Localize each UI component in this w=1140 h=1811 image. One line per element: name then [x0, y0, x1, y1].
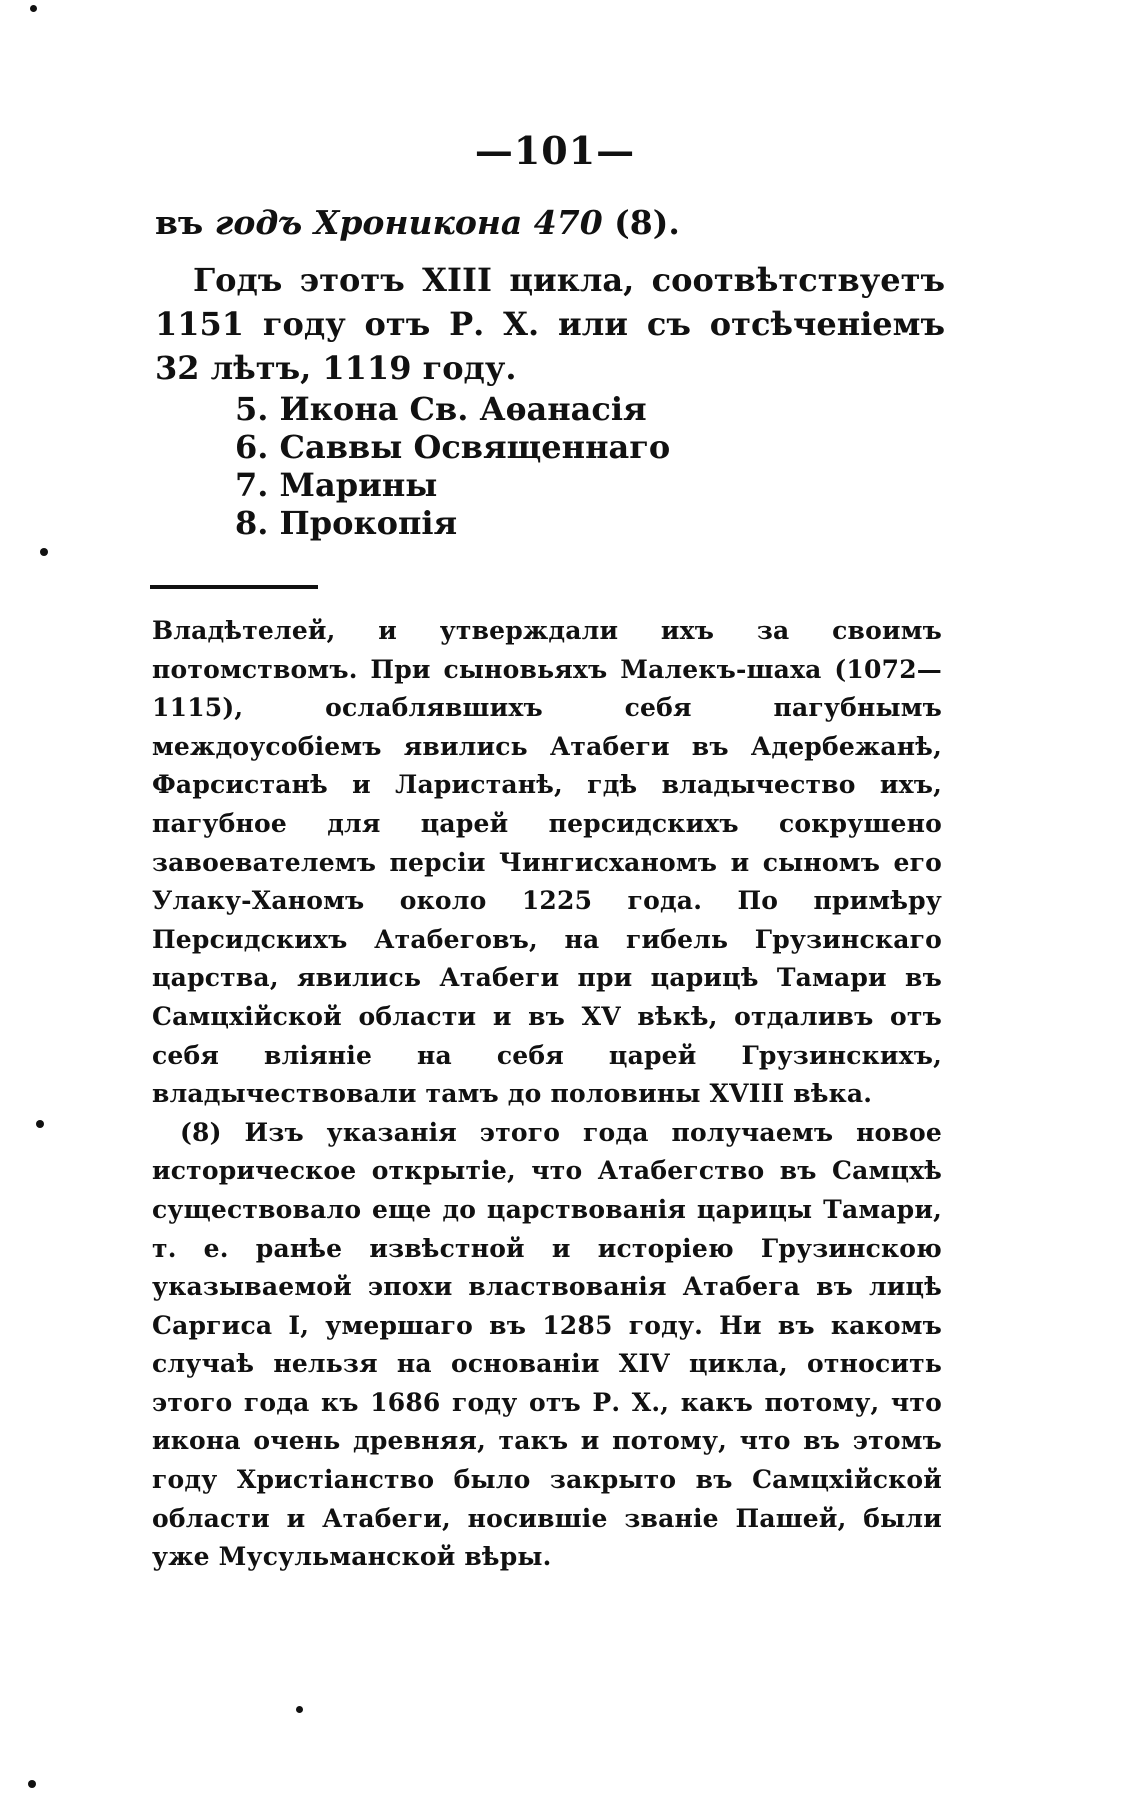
list-item: 6. Саввы Освященнаго	[235, 428, 671, 466]
continued-line	[155, 203, 680, 242]
footnote-divider	[150, 585, 318, 589]
icon-list	[235, 390, 670, 542]
print-speck	[40, 548, 48, 556]
footnote-reference: (8).	[614, 203, 680, 242]
line-number: 470	[533, 203, 603, 242]
list-item: 8. Прокопія	[235, 504, 458, 542]
page-number: —101—	[474, 128, 636, 173]
line-italic: годъ Хроникона	[214, 203, 523, 242]
footnote-8: (8) Изъ указанія этого года получаемъ новое историческое открытіе, что Атабегство въ Самцхѣ существовало еще до царствованія царицы Тамари, т. е. ранѣе извѣстной и исторіею Грузинскою указываемой эпохи властвованія Атабега въ лицѣ Саргиса I, умершаго въ 1285 году. Ни въ какомъ случаѣ нельзя на основаніи XIV цикла, относить этого года къ 1686 году отъ Р. Х., какъ потому, что икона очень древняя, такъ и потому, что въ этомъ году Христіанство было закрыто въ Самцхійской области и Атабеги, носившіе званіе Пашей, были уже Мусульманской вѣры.	[152, 1117, 942, 1572]
list-item: 7. Марины	[235, 466, 438, 504]
print-speck	[28, 1780, 36, 1788]
print-speck	[30, 5, 37, 12]
footnote-continuation: Владѣтелей, и утверждали ихъ за своимъ потомствомъ. При сыновьяхъ Малекъ-шаха (1072—1115), ослаблявшихъ себя пагубнымъ междоусобіемъ явились Атабеги въ Адербежанѣ, Фарсистанѣ и Ларистанѣ, гдѣ владычество ихъ, пагубное для царей персидскихъ сокрушено завоевателемъ персіи Чингисханомъ и сыномъ его Улаку-Ханомъ около 1225 года. По примѣру Персидскихъ Атабеговъ, на гибель Грузинскаго царства, явились Атабеги при царицѣ Тамари въ Самцхійской области и въ XV вѣкѣ, отдаливъ отъ себя вліяніе на себя царей Грузинскихъ, владычествовали тамъ до половины XVIII вѣка.	[152, 616, 942, 1109]
line-prefix: въ	[155, 203, 204, 242]
print-speck	[296, 1706, 303, 1713]
footnotes	[152, 612, 942, 1577]
main-paragraph: Годъ этотъ XIII цикла, соотвѣтствуетъ 1151 году отъ Р. Х. или съ отсѣченіемъ 32 лѣтъ, 1119 году.	[155, 261, 945, 387]
print-speck	[36, 1120, 44, 1128]
list-item: 5. Икона Св. Аѳанасія	[235, 390, 647, 428]
